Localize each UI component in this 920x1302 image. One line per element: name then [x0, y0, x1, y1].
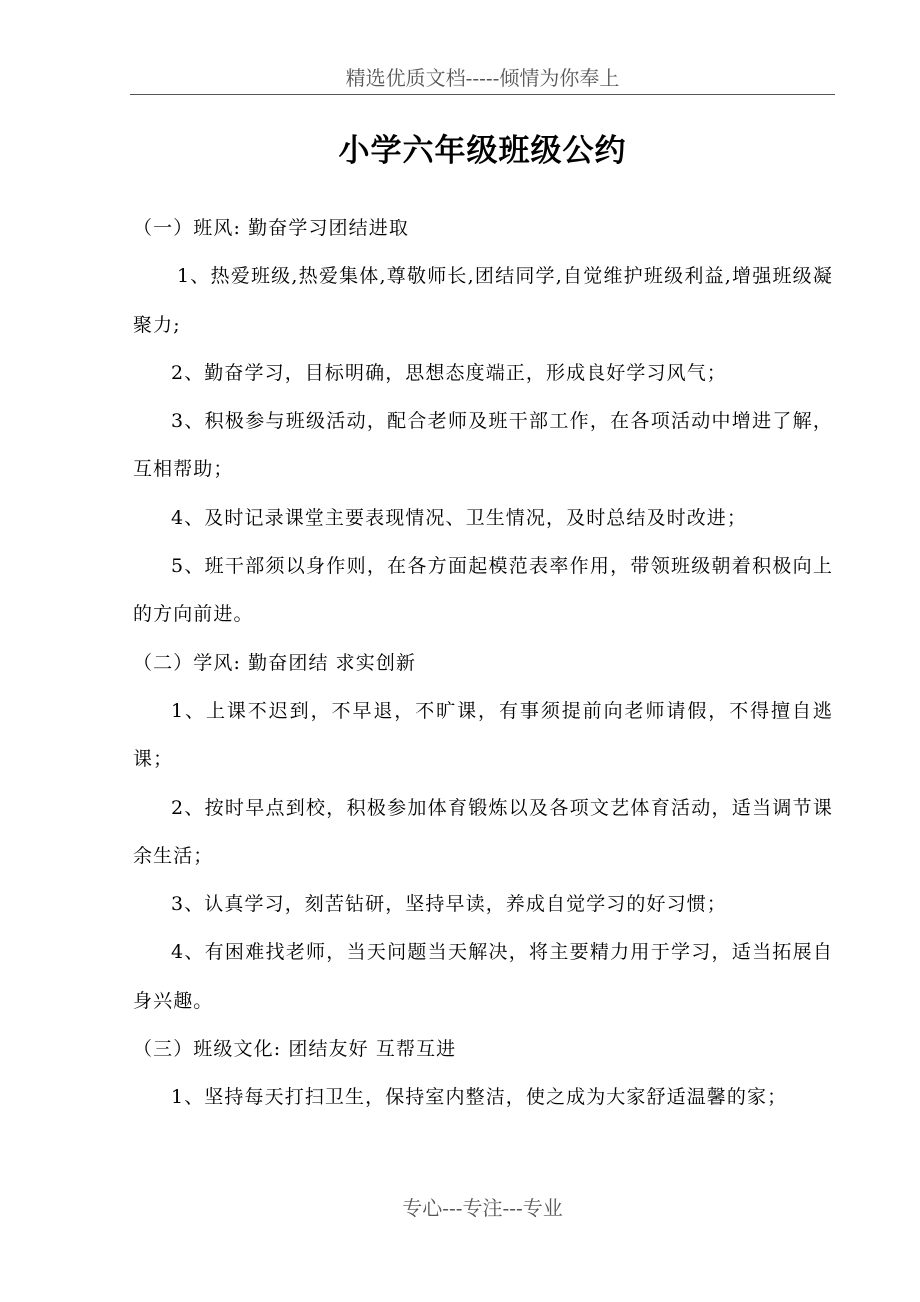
- page-header: [130, 62, 835, 95]
- section-1-item-5: 5、班干部须以身作则，在各方面起模范表率作用，带领班级朝着积极向上的方向前进。: [133, 555, 833, 626]
- section-2-item-2: 2、按时早点到校，积极参加体育锻炼以及各项文艺体育活动，适当调节课余生活；: [133, 796, 833, 867]
- section-3-item-1: 1、坚持每天打扫卫生，保持室内整洁，使之成为大家舒适温馨的家；: [171, 1086, 788, 1109]
- section-1-item-1: 1、热爱班级,热爱集体,尊敬师长,团结同学,自觉维护班级利益,增强班级凝聚力;: [133, 265, 833, 336]
- section-1-item-3: 3、积极参与班级活动，配合老师及班干部工作，在各项活动中增进了解，互相帮助；: [133, 410, 833, 481]
- section-heading-1: （一）班风: 勤奋学习团结进取: [133, 217, 409, 239]
- section-1-item-4: 4、及时记录课堂主要表现情况、卫生情况，及时总结及时改进；: [171, 506, 747, 529]
- page-footer-text: 专心---专注---专业: [402, 1196, 563, 1220]
- section-heading-2: （二）学风: 勤奋团结 求实创新: [133, 651, 417, 674]
- page-header-text: 精选优质文档-----倾情为你奉上: [345, 66, 620, 90]
- section-2-item-1: 1、上课不迟到，不早退，不旷课，有事须提前向老师请假，不得擅自逃课；: [133, 699, 833, 771]
- page-footer: [130, 1192, 835, 1224]
- document-body: [133, 204, 833, 1122]
- document-title: 小学六年级班级公约: [338, 133, 627, 169]
- section-2-item-3: 3、认真学习，刻苦钻研，坚持早读，养成自觉学习的好习惯；: [171, 893, 727, 916]
- section-2-item-4: 4、有困难找老师，当天问题当天解决，将主要精力用于学习，适当拓展自身兴趣。: [133, 941, 833, 1012]
- section-heading-3: （三）班级文化: 团结友好 互帮互进: [133, 1038, 457, 1061]
- section-1-item-2: 2、勤奋学习，目标明确，思想态度端正，形成良好学习风气；: [171, 361, 727, 384]
